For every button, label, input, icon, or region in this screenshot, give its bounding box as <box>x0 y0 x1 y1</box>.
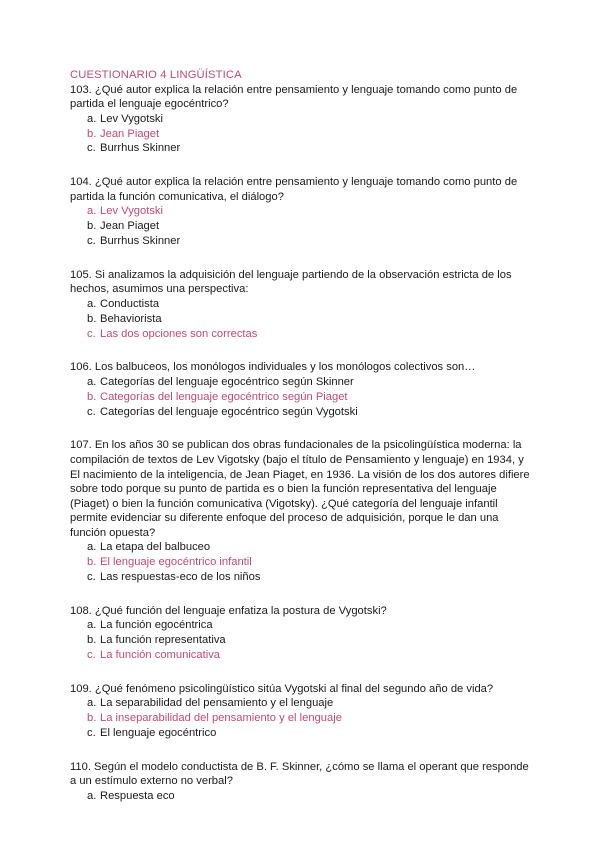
option-text: La función egocéntrica <box>100 619 213 632</box>
option-text: Behaviorista <box>100 312 162 325</box>
answer-option[interactable] <box>70 696 532 711</box>
answer-option[interactable] <box>70 633 532 648</box>
answer-option[interactable] <box>70 570 532 585</box>
answer-option[interactable] <box>70 141 532 156</box>
option-letter: a. <box>87 297 97 310</box>
option-letter: b. <box>87 556 97 569</box>
option-text: El lenguaje egocéntrico infantil <box>100 556 252 569</box>
answer-option[interactable] <box>70 204 532 219</box>
option-text: Categorías del lenguaje egocéntrico según Skinner <box>100 375 354 388</box>
option-letter: b. <box>87 712 97 725</box>
option-text: Las dos opciones son correctas <box>100 327 258 340</box>
answer-options <box>70 204 532 248</box>
option-text: Burrhus Skinner <box>100 234 181 247</box>
question-text: 110. Según el modelo conductista de B. F. Skinner, ¿cómo se llama el operant que responde a un estímulo externo no verbal? <box>70 760 529 788</box>
answer-options <box>70 618 532 662</box>
question-block <box>70 682 532 741</box>
option-letter: a. <box>87 112 97 125</box>
question-text: 104. ¿Qué autor explica la relación entre pensamiento y lenguaje tomando como punto de partida la función comunicativa, el diálogo? <box>70 176 518 203</box>
option-text: Burrhus Skinner <box>100 142 181 155</box>
question-text: 105. Si analizamos la adquisición del lenguaje partiendo de la observación estricta de los hechos, asumimos una perspectiva: <box>70 268 512 296</box>
question-block <box>70 360 532 419</box>
answer-option[interactable] <box>70 726 532 741</box>
option-letter: b. <box>87 634 97 647</box>
option-letter: c. <box>87 405 96 418</box>
option-text: La etapa del balbuceo <box>100 541 211 554</box>
questions-list <box>70 83 532 804</box>
answer-options <box>70 297 532 341</box>
option-text: Categorías del lenguaje egocéntrico según Vygotski <box>100 405 358 418</box>
option-letter: b. <box>87 127 97 140</box>
answer-option[interactable] <box>70 127 532 142</box>
question-text: 108. ¿Qué función del lenguaje enfatiza la postura de Vygotski? <box>70 604 387 617</box>
option-text: Las respuestas-eco de los niños <box>100 571 261 584</box>
option-letter: c. <box>87 142 96 155</box>
option-letter: c. <box>87 727 96 740</box>
answer-option[interactable] <box>70 327 532 342</box>
answer-option[interactable] <box>70 405 532 420</box>
option-letter: a. <box>87 375 97 388</box>
answer-option[interactable] <box>70 234 532 249</box>
answer-option[interactable] <box>70 618 532 633</box>
option-letter: a. <box>87 697 97 710</box>
answer-option[interactable] <box>70 112 532 127</box>
option-text: El lenguaje egocéntrico <box>100 727 217 740</box>
option-text: Conductista <box>100 297 160 310</box>
option-text: Lev Vygotski <box>100 205 164 218</box>
answer-options <box>70 540 532 584</box>
option-letter: a. <box>87 790 97 803</box>
option-text: La función representativa <box>100 634 226 647</box>
answer-option[interactable] <box>70 540 532 555</box>
option-letter: c. <box>87 571 96 584</box>
option-letter: b. <box>87 220 97 233</box>
answer-option[interactable] <box>70 390 532 405</box>
option-text: Jean Piaget <box>100 220 160 233</box>
question-text: 107. En los años 30 se publican dos obras fundacionales de la psicolingüística moderna: la compilación de textos de Lev Vigotsky (bajo el título de Pensamiento y lenguaje) en 1934, y El nacimiento de la inteligencia, de Jean Piaget, en 1936. La visión de los dos autores difiere sobre todo porque su punto de partida es o bien la función representativa del lenguaje (Piaget) o bien la función comunicativa (Vigotsky). ¿Qué categoría del lenguaje infantil permite evidenciar su diferente enfoque del proceso de adquisición, porque le dan una función opuesta? <box>70 439 530 539</box>
option-letter: a. <box>87 619 97 632</box>
answer-options <box>70 375 532 419</box>
option-text: Lev Vygotski <box>100 112 164 125</box>
question-block <box>70 175 532 249</box>
answer-option[interactable] <box>70 789 532 804</box>
option-letter: b. <box>87 390 97 403</box>
question-block <box>70 438 532 585</box>
answer-option[interactable] <box>70 297 532 312</box>
option-text: La función comunicativa <box>100 649 221 662</box>
option-text: Categorías del lenguaje egocéntrico según Piaget <box>100 390 348 403</box>
option-text: Jean Piaget <box>100 127 160 140</box>
question-text: 106. Los balbuceos, los monólogos individuales y los monólogos colectivos son… <box>70 361 476 374</box>
answer-option[interactable] <box>70 375 532 390</box>
answer-options <box>70 696 532 740</box>
question-block <box>70 268 532 342</box>
answer-option[interactable] <box>70 648 532 663</box>
option-letter: a. <box>87 541 97 554</box>
question-block <box>70 760 532 804</box>
answer-options <box>70 112 532 156</box>
question-block <box>70 604 532 663</box>
question-text: 103. ¿Qué autor explica la relación entre pensamiento y lenguaje tomando como punto de partida el lenguaje egocéntrico? <box>70 83 518 111</box>
answer-option[interactable] <box>70 555 532 570</box>
option-letter: a. <box>87 205 97 218</box>
answer-option[interactable] <box>70 711 532 726</box>
question-text: 109. ¿Qué fenómeno psicolingüístico sitúa Vygotski al final del segundo año de vida? <box>70 682 494 695</box>
document-title: CUESTIONARIO 4 LINGÜÍSTICA <box>70 69 242 81</box>
option-text: La inseparabilidad del pensamiento y el lenguaje <box>100 712 342 725</box>
question-block <box>70 83 532 157</box>
option-letter: c. <box>87 327 96 340</box>
option-letter: b. <box>87 312 97 325</box>
answer-option[interactable] <box>70 219 532 234</box>
answer-option[interactable] <box>70 312 532 327</box>
option-letter: c. <box>87 234 96 247</box>
option-text: La separabilidad del pensamiento y el lenguaje <box>100 697 334 710</box>
answer-options <box>70 789 532 804</box>
option-letter: c. <box>87 649 96 662</box>
option-text: Respuesta eco <box>100 790 175 803</box>
